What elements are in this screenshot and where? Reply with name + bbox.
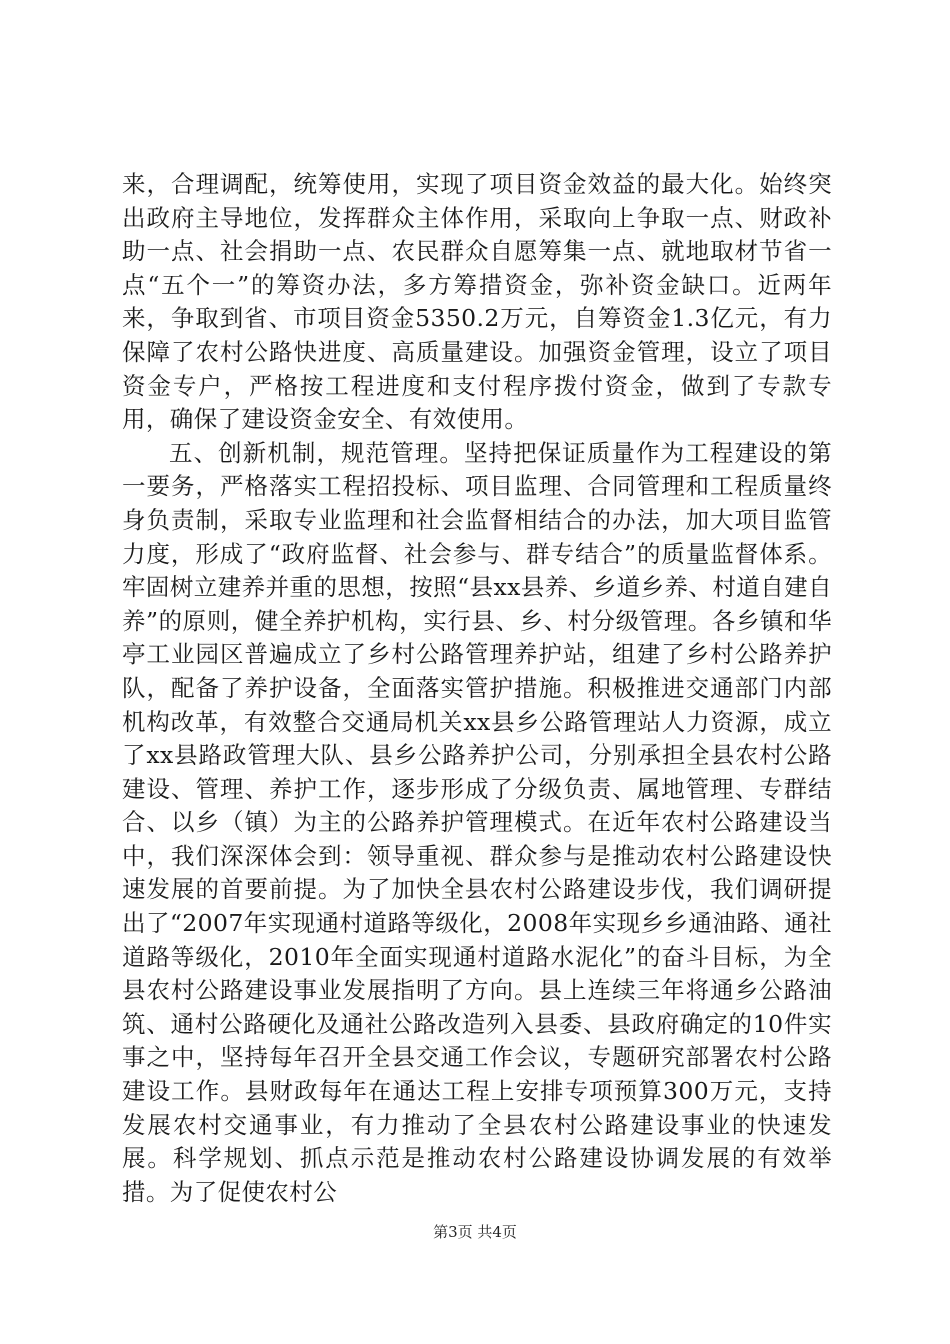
- paragraph-section-five: 五、创新机制，规范管理。坚持把保证质量作为工程建设的第一要务，严格落实工程招投标、项目监理、合同管理和工程质量终身负责制，采取专业监理和社会监督相结合的办法，加大项目监管力度，形成了“政府监督、社会参与、群专结合”的质量监督体系。牢固树立建养并重的思想，按照“县xx县养、乡道乡养、村道自建自养”的原则，健全养护机构，实行县、乡、村分级管理。各乡镇和华亭工业园区普遍成立了乡村公路管理养护站，组建了乡村公路养护队，配备了养护设备，全面落实管护措施。积极推进交通部门内部机构改革，有效整合交通局机关xx县乡公路管理站人力资源，成立了xx县路政管理大队、县乡公路养护公司，分别承担全县农村公路建设、管理、养护工作，逐步形成了分级负责、属地管理、专群结合、以乡（镇）为主的公路养护管理模式。在近年农村公路建设当中，我们深深体会到：领导重视、群众参与是推动农村公路建设快速发展的首要前提。为了加快全县农村公路建设步伐，我们调研提出了“2007年实现通村道路等级化，2008年实现乡乡通油路、通社道路等级化，2010年全面实现通村道路水泥化”的奋斗目标，为全县农村公路建设事业发展指明了方向。县上连续三年将通乡公路油筑、通村公路硬化及通社公路改造列入县委、县政府确定的10件实事之中，坚持每年召开全县交通工作会议，专题研究部署农村公路建设工作。县财政每年在通达工程上安排专项预算300万元，支持发展农村交通事业，有力推动了全县农村公路建设事业的快速发展。科学规划、抓点示范是推动农村公路建设协调发展的有效举措。为了促使农村公: [122, 438, 832, 1206]
- page-number-footer: 第3页 共4页: [433, 1223, 517, 1241]
- document-body: [122, 168, 832, 1209]
- paragraph-continuation: 来，合理调配，统筹使用，实现了项目资金效益的最大化。始终突出政府主导地位，发挥群众主体作用，采取向上争取一点、财政补助一点、社会捐助一点、农民群众自愿筹集一点、就地取材节省一点“五个一”的筹资办法，多方筹措资金，弥补资金缺口。近两年来，争取到省、市项目资金5350.2万元，自筹资金1.3亿元，有力保障了农村公路快进度、高质量建设。加强资金管理，设立了项目资金专户，严格按工程进度和支付程序拨付资金，做到了专款专用，确保了建设资金安全、有效使用。: [122, 170, 832, 434]
